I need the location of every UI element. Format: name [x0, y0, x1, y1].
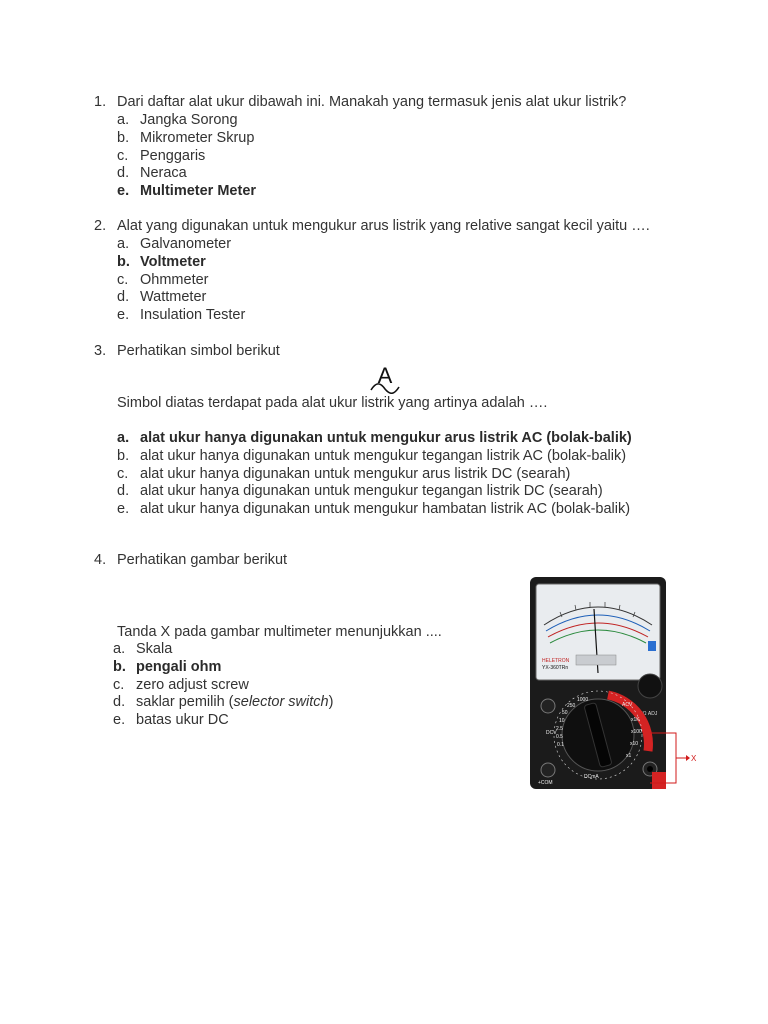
option-text-part: saklar pemilih (: [136, 694, 234, 711]
svg-text:x10: x10: [630, 741, 639, 747]
question-stem: Perhatikan gambar berikut: [117, 552, 288, 568]
marker-label: X: [691, 754, 697, 763]
option-letter: e.: [117, 307, 130, 324]
svg-text:x1: x1: [626, 753, 632, 759]
question-number: 3.: [94, 343, 107, 359]
option-text: Mikrometer Skrup: [140, 129, 255, 146]
option-text: Neraca: [140, 165, 187, 182]
option-letter: c.: [113, 676, 125, 693]
option-letter: b.: [117, 129, 130, 146]
question-number: 2.: [94, 218, 107, 234]
option-text-part: ): [328, 694, 334, 711]
svg-text:DCV: DCV: [546, 730, 557, 736]
option-text: alat ukur hanya digunakan untuk mengukur arus listrik AC (bolak-balik): [140, 430, 632, 446]
red-corner: [652, 772, 666, 789]
option-letter: b.: [113, 658, 126, 675]
ac-ammeter-symbol: [368, 364, 402, 394]
zero-ohm-knob: [638, 674, 662, 698]
option-text: Skala: [136, 641, 173, 657]
svg-text:0.1: 0.1: [557, 742, 564, 748]
option-text: alat ukur hanya digunakan untuk mengukur tegangan listrik AC (bolak-balik): [140, 447, 627, 464]
com-label: +COM: [538, 780, 553, 786]
jack-top-left: [541, 699, 555, 713]
svg-text:ACV: ACV: [622, 702, 633, 708]
option-text-italic: selector switch: [233, 694, 329, 711]
option-text: alat ukur hanya digunakan untuk mengukur hambatan listrik AC (bolak-balik): [140, 501, 631, 518]
svg-text:DCmA: DCmA: [584, 774, 599, 780]
question-3-follow-up: Simbol diatas terdapat pada alat ukur listrik yang artinya adalah ….: [117, 395, 548, 411]
svg-text:x1K: x1K: [631, 717, 640, 723]
multimeter-image: [500, 573, 710, 791]
svg-text:250: 250: [567, 703, 576, 709]
option-text: alat ukur hanya digunakan untuk mengukur arus listrik DC (searah): [140, 465, 571, 482]
question-stem: Perhatikan simbol berikut: [117, 343, 280, 359]
option-text: Voltmeter: [140, 253, 206, 270]
option-text: zero adjust screw: [136, 676, 249, 693]
question-number: 1.: [94, 94, 107, 110]
jack-plus-inner: [647, 766, 653, 772]
option-text: batas ukur DC: [136, 712, 229, 729]
svg-text:50: 50: [562, 710, 568, 716]
question-stem: Dari daftar alat ukur dibawah ini. Manakah yang termasuk jenis alat ukur listrik?: [117, 94, 627, 110]
option-text: Jangka Sorong: [140, 112, 238, 128]
meter-badge: [648, 641, 656, 651]
option-letter: a.: [117, 236, 130, 252]
svg-text:10: 10: [559, 718, 565, 724]
option-text: Insulation Tester: [140, 307, 246, 324]
option-letter: c.: [117, 465, 129, 482]
jack-com: [541, 763, 555, 777]
option-letter: d.: [117, 289, 130, 306]
arrow-head-icon: [686, 755, 690, 761]
brand-label: HELETRON: [542, 658, 570, 664]
svg-text:2.5: 2.5: [556, 726, 563, 732]
option-letter: e.: [113, 712, 126, 729]
option-letter: c.: [117, 271, 129, 288]
option-text: alat ukur hanya digunakan untuk mengukur tegangan listrik DC (searah): [140, 483, 603, 500]
option-letter: b.: [117, 447, 130, 464]
option-letter: a.: [117, 112, 130, 128]
option-text: Penggaris: [140, 147, 206, 164]
option-letter: b.: [117, 253, 130, 270]
option-letter: d.: [113, 694, 126, 711]
question-number: 4.: [94, 552, 107, 568]
option-letter: d.: [117, 483, 130, 500]
option-text: Wattmeter: [140, 289, 207, 306]
question-stem: Alat yang digunakan untuk mengukur arus listrik yang relative sangat kecil yaitu ….: [117, 218, 650, 234]
option-letter: a.: [117, 430, 130, 446]
option-letter: c.: [117, 147, 129, 164]
option-text: Multimeter Meter: [140, 183, 257, 200]
svg-text:0.5: 0.5: [556, 734, 563, 740]
option-text: Ohmmeter: [140, 271, 209, 288]
svg-text:x100: x100: [631, 729, 642, 735]
mirror-strip: [576, 655, 616, 665]
option-letter: d.: [117, 165, 130, 182]
option-text: Galvanometer: [140, 236, 232, 252]
zero-ohm-label: 0Ω ADJ: [640, 711, 658, 717]
option-letter: e.: [117, 183, 130, 200]
symbol-letter: A: [377, 364, 393, 388]
option-letter: a.: [113, 641, 126, 657]
option-text: [136, 694, 333, 712]
option-text: pengali ohm: [136, 658, 222, 675]
model-label: YX-360TRn: [542, 665, 569, 671]
question-4-follow-up: Tanda X pada gambar multimeter menunjukkan ....: [117, 624, 442, 640]
option-letter: e.: [117, 501, 130, 518]
svg-text:1000: 1000: [577, 697, 589, 703]
